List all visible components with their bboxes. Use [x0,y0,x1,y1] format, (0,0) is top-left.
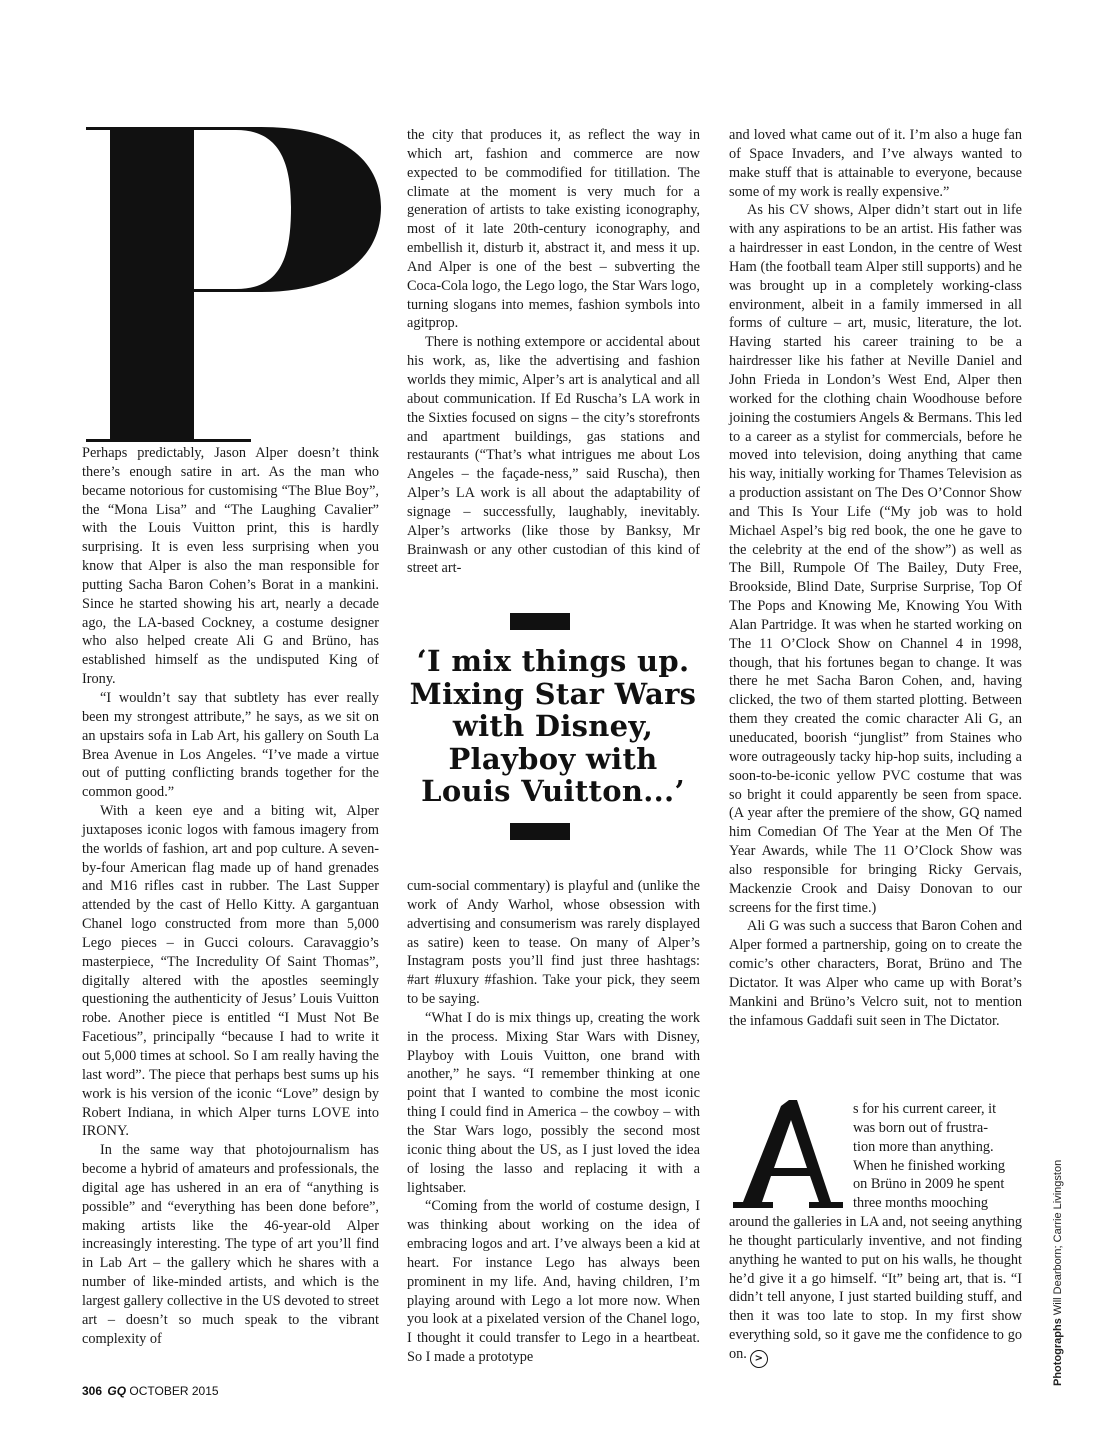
paragraph: the city that produces it, as reflect the way in which art, fashion and commerce are now expected to be commodified for titillation. The climate at the moment is very much for a generation of artists to take existing iconography, most of it late 20th-century iconography, and embellish it, disturb it, abstract it, and mess it up. And Alper is one of the best – subverting the Coca-Cola logo, the Lego logo, the Star Wars logo, turning slogans into memes, fashion symbols into agitprop. [407,127,700,332]
paragraph: “I wouldn’t say that subtlety has ever really been my strongest attribute,” he says, as we sit on an upstairs sofa in Lab Art, his gallery on South La Brea Avenue in Los Angeles. “I’ve made a virtue out of putting conflicting brands together for the common good.” [82,689,379,801]
text-line: three months mooching [853,1195,989,1212]
paragraph: There is nothing extempore or accidental about his work, as, like the advertising and fashion worlds they mimic, Alper’s art is analytical and all about communication. If Ed Ruscha’s LA work in the Sixties focused on signs – the city’s storefronts and apartment buildings, gas stations and restaurants (“That’s what intrigues me about Los Angeles – the façade-ness,” said Ruscha), then Alper’s LA work is all about the adaptability of signage – successfully, laughably, inevitably. Alper’s artworks (like those by Banksy, Mr Brainwash or any other custodian of this kind of street art- [407,334,700,577]
pull-quote-bottom-bar [510,823,570,840]
paragraph: “What I do is mix things up, creating the work in the process. Mixing Star Wars with Disney, Playboy with Louis Vuitton, one brand with another,” he says. “I remember thinking at one point that I wanted to combine the most iconic thing I could find in America – the cowboy – with the Star Wars logo, possibly the second most iconic thing about the US, as I just loved the idea of losing the lasso and replacing it with a lightsaber. [407,1009,700,1196]
paragraph: around the galleries in LA and, not seeing anything he thought particularly inventive, and not finding anything he wanted to put on his walls, he thought he’d give it a go himself. “It” being art, that is. “I didn’t tell anyone, I just started building stuff, and then it was too late to stop. In my first show everything sold, so it gave me the confidence to go on. [729,1214,1022,1362]
text-line: was born out of frustra- [853,1119,988,1136]
credit-names: Will Dearborn; Carrie Livingston [1052,1159,1064,1316]
page-number: 306 [82,1384,103,1398]
issue-date: OCTOBER 2015 [129,1384,219,1398]
paragraph: “Coming from the world of costume design, I was thinking about working on the idea of embracing logos and art. I’ve always been a kid at heart. For instance Lego has always been prominent in my life. And, having children, I’m playing around with Lego a lot more now. When you look at a pixelated version of the Chanel logo, I thought it could transfer to Lego in a heartbeat. So I made a prototype [407,1198,700,1366]
final-section-wrapped-lines [853,1100,1023,1213]
pull-quote: ‘I mix things up. Mixing Star Wars with Disney, Playboy with Louis Vuitton...’ [409,644,697,808]
page-footer [82,1384,219,1398]
text-line: s for his current career, it [853,1101,997,1117]
final-section-body [729,1213,1022,1368]
paragraph: Ali G was such a success that Baron Cohen and Alper formed a partnership, going on to create the comic’s other characters, Borat, Brüno and The Dictator. It was Alper who came up with Borat’s Mankini and Brüno’s Velcro suit, not to mention the infamous Gaddafi suit seen in The Dictator. [729,918,1022,1029]
drop-cap-a-glyph [731,1098,845,1210]
article-column-1 [82,444,379,1349]
paragraph: cum-social commentary) is playful and (unlike the work of Andy Warhol, whose obsession with advertising and consumerism was rarely displayed as satire) keen to tease. On many of Alper’s Instagram posts you’ll find just three hashtags: #art #luxury #fashion. Take your pick, they seem to be saying. [407,878,700,1008]
photo-credit [1052,1160,1064,1386]
text-line: tion more than anything. [853,1138,994,1155]
text-line: on Brüno in 2009 he spent [853,1176,1005,1193]
magazine-logo: GQ [107,1384,127,1398]
continue-arrow-icon: > [750,1350,768,1368]
drop-cap-a [731,1098,845,1210]
pull-quote-top-bar [510,613,570,630]
paragraph: and loved what came out of it. I’m also a huge fan of Space Invaders, and I’ve always wanted to make stuff that is attainable to everyone, because some of my work is really expensive.” [729,127,1022,200]
article-column-3 [729,126,1022,1031]
paragraph: As his CV shows, Alper didn’t start out in life with any aspirations to be an artist. His father was a hairdresser in east London, in the centre of West Ham (the football team Alper still supports) and he was brought up in a completely working-class environment, albeit in a family immersed in all forms of culture – art, music, literature, the lot. Having started his career training to be a hairdresser like his father at Neville Daniel and John Frieda in London’s West End, Alper then worked for the clothing chain Woodhouse before joining the costumiers Angels & Bermans. This led to a career as a stylist for commercials, before he moved into television, doing anything that came his way, initially working for Thames Television as a production assistant on The Des O’Connor Show and This Is Your Life (“My job was to hold Michael Aspel’s big red book, the one he gave to the celebrity at the end of the show”) as well as The Bill, Rumpole Of The Bailey, Duty Free, Brookside, Blind Date, Surprise Surprise, Top Of The Pops and Knowing Me, Knowing You With Alan Partridge. It was when he started working on The 11 O’Clock Show on Channel 4 in 1998, though, that his fortunes began to change. It was there he met Sacha Baron Cohen, and, having clicked, the two of them started plotting. Between them they created the comic character Ali G, an uneducated, boorish “junglist” from Staines who wore outrageously tacky hip-hop suits, including a soon-to-be-iconic yellow PVC costume that was so bright it could apparently be seen from space. (A year after the premiere of the show, GQ named him Comedian Of The Year at the Men Of The Year Awards, while The 11 O’Clock Show was also responsible for bringing Ricky Gervais, Mackenzie Crook and Daisy Donovan to our screens for the first time.) [729,202,1022,916]
article-column-2-top [407,126,700,578]
drop-cap-p-glyph [86,127,386,447]
paragraph: With a keen eye and a biting wit, Alper juxtaposes iconic logos with famous imagery from the worlds of fashion, art and pop culture. A seven-by-four American flag made up of hand grenades and M16 rifles cast in rubber. The Last Supper attended by the cast of Hello Kitty. A gargantuan Chanel logo constructed from more than 5,000 Lego pieces – in Gucci colours. Caravaggio’s masterpiece, “The Incredulity Of Saint Thomas”, digitally altered with the apostles seemingly questioning the authenticity of Jesus’ Louis Vuitton robe. Another piece is entitled “I Must Not Be Facetious”, principally “because I had to write it out 5,000 times at school. So I am really having the last word”. The piece that perhaps best sums up his work is his version of the iconic “Love” design by Robert Indiana, in which Alper turns LOVE into IRONY. [82,803,379,1140]
paragraph: Perhaps predictably, Jason Alper doesn’t think there’s enough satire in art. As the man who became notorious for customising “The Blue Boy”, the “Mona Lisa” and “The Laughing Cavalier” with the Louis Vuitton print, this is hardly surprising. It is even less surprising when you know that Alper is also the man responsible for putting Sacha Baron Cohen’s Borat in a mankini. Since he started showing his art, nearly a decade ago, the LA-based Cockney, a costume designer who also helped create Ali G and Brüno, has established himself as the undisputed King of Irony. [82,445,379,688]
paragraph: In the same way that photojournalism has become a hybrid of amateurs and professionals, the digital age has ushered in an era of “anything is possible” and “everything has been done before”, making artists like the 46-year-old Alper increasingly interesting. The type of art you’ll find in Lab Art – the gallery which he shares with a number of like-minded artists, and which is the largest gallery collective in the US devoted to street art – doesn’t so much speak to the vibrant complexity of [82,1142,379,1347]
credit-label: Photographs [1052,1318,1064,1386]
drop-cap-p [86,127,386,447]
article-column-2-bottom [407,877,700,1367]
text-line: When he finished working [853,1157,1006,1174]
